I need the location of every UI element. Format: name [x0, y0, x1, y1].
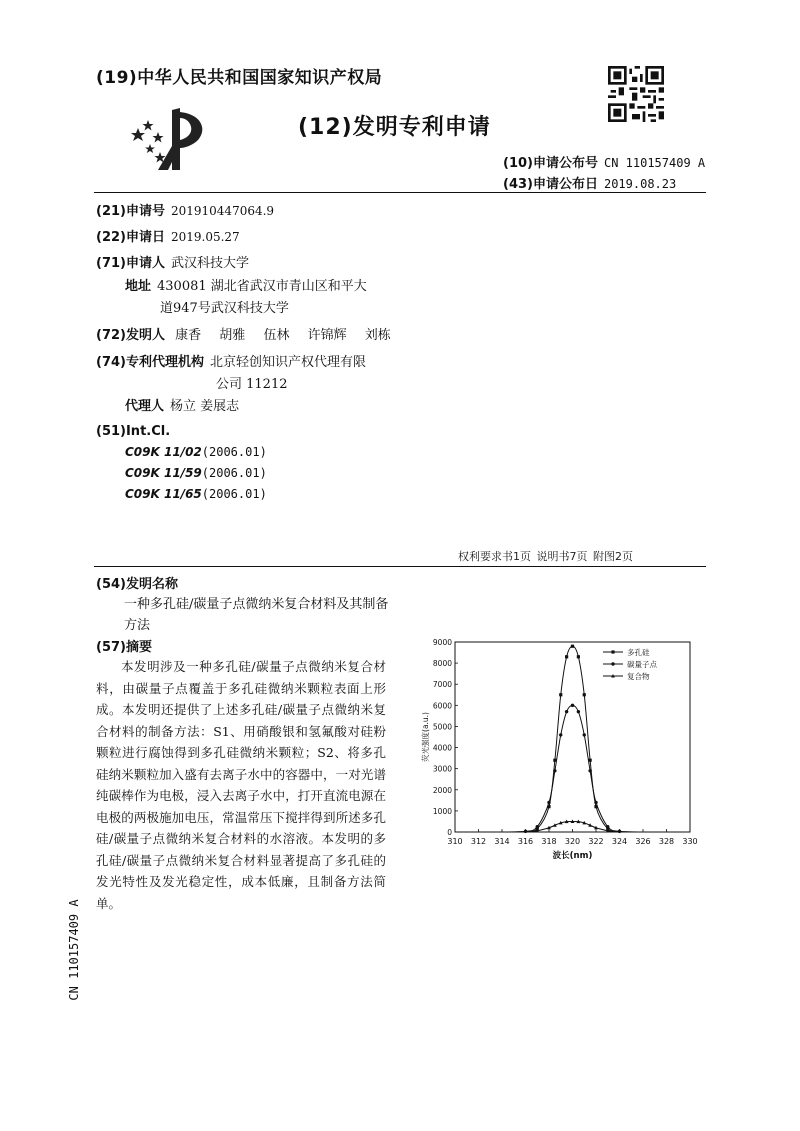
data-point: [583, 693, 586, 696]
side-publication-id: [64, 900, 84, 1010]
applicant-row: [96, 252, 249, 271]
x-tick-label: 312: [470, 837, 487, 846]
agent-value: 杨立 姜展志: [170, 399, 240, 414]
y-tick-label: 7000: [432, 680, 452, 690]
x-tick-label: 330: [682, 837, 698, 846]
x-tick-label: 326: [635, 837, 651, 846]
office-title: (19)中华人民共和国国家知识产权局: [96, 68, 383, 88]
x-tick-label: 320: [564, 837, 581, 846]
data-point: [577, 655, 580, 658]
application-date-label: (22)申请日: [96, 230, 165, 245]
x-tick-label: 310: [447, 837, 463, 846]
agent-label: 代理人: [125, 399, 165, 414]
address-label: 地址: [125, 279, 152, 294]
inventors-row: [96, 324, 391, 343]
ipc-code: C09K 11/59: [125, 466, 202, 480]
x-tick-label: 316: [517, 837, 534, 846]
agency-line-2: 公司 11212: [216, 377, 288, 392]
cnipa-logo: [128, 106, 214, 172]
publication-date-value: 2019.08.23: [603, 177, 677, 191]
inventor-name: 伍林: [263, 328, 290, 343]
agency-line-1: 北京轻创知识产权代理有限: [209, 355, 366, 370]
inventor-name: 许锦辉: [307, 328, 347, 343]
section-divider: [94, 566, 706, 567]
x-tick-label: 328: [658, 837, 675, 846]
invention-name-heading: [96, 573, 178, 592]
header-divider: [94, 192, 706, 193]
applicant-label: (71)申请人: [96, 256, 165, 271]
y-tick-label: 4000: [432, 743, 452, 753]
applicant-value: 武汉科技大学: [170, 256, 249, 271]
series-2: [455, 704, 690, 833]
data-point: [547, 801, 550, 804]
series-line: [455, 646, 690, 832]
application-date-value: 2019.05.27: [170, 230, 240, 244]
plot-frame: [455, 642, 690, 832]
data-point: [588, 769, 591, 772]
y-tick-label: 1000: [432, 806, 452, 816]
data-point: [565, 655, 568, 658]
x-tick-label: 318: [541, 837, 557, 846]
chart-series-group: [455, 645, 690, 833]
intcl-row: [96, 424, 170, 439]
address-line-2-row: [160, 297, 289, 316]
data-point: [559, 733, 562, 736]
address-line-1: 430081 湖北省武汉市青山区和平大: [157, 279, 367, 294]
publication-number-label: (10)申请公布号: [503, 156, 598, 171]
ipc-version: (2006.01): [201, 487, 267, 501]
ipc-version: (2006.01): [201, 466, 267, 480]
y-tick-label: 2000: [432, 785, 452, 795]
invention-title: 一种多孔硅/碳量子点微纳米复合材料及其制备方法: [124, 597, 389, 633]
ipc-version: (2006.01): [201, 445, 267, 459]
inventor-name: 刘栋: [364, 328, 391, 343]
abstract-heading: [96, 636, 152, 655]
data-point: [536, 825, 539, 828]
abstract-text: 本发明涉及一种多孔硅/碳量子点微纳米复合材料，由碳量子点覆盖于多孔硅微纳米颗粒表面上形成。本发明还提供了上述多孔硅/碳量子点微纳米复合材料的制备方法：S1、用硝酸银和氢氟酸对硅粉颗粒进行腐蚀得到多孔硅微纳米颗粒；S2、将多孔硅纳米颗粒加入盛有去离子水中的容器中，一对光谱纯碳棒作为电极，浸入去离子水中，打开直流电源在电极的两极施加电压，常温常压下搅拌得到所述多孔硅/碳量子点微纳米复合材料的水溶液。本发明的多孔硅/碳量子点微纳米复合材料显著提高了多孔硅的发光特性及发光稳定性，成本低廉，且制备方法简单。: [96, 659, 386, 911]
qr-code: [608, 66, 664, 122]
agency-line-2-row: [216, 373, 288, 392]
document-type-heading: (12)发明专利申请: [298, 115, 491, 140]
agency-row: [96, 351, 366, 370]
agent-row: [125, 395, 239, 414]
publication-number-row: [503, 152, 705, 171]
inventor-name: 胡雅: [219, 328, 246, 343]
x-tick-label: 322: [588, 837, 604, 846]
application-date-row: [96, 226, 240, 245]
legend-label: 复合物: [627, 672, 650, 681]
chart-legend: [603, 647, 657, 681]
agency-label: (74)专利代理机构: [96, 355, 204, 370]
abstract-label: (57)摘要: [96, 640, 152, 655]
y-tick-label: 5000: [432, 722, 452, 732]
legend-label: 碳量子点: [627, 660, 657, 669]
ipc-entry: [125, 466, 267, 480]
ipc-code: C09K 11/65: [125, 487, 202, 501]
invention-name-label: (54)发明名称: [96, 577, 178, 592]
series-1: [455, 645, 690, 832]
x-tick-label: 314: [494, 837, 510, 846]
data-point: [565, 710, 568, 713]
y-tick-label: 9000: [432, 638, 452, 647]
data-point: [559, 693, 562, 696]
ipc-entry: [125, 487, 267, 501]
address-row: [125, 275, 367, 294]
data-point: [606, 825, 609, 828]
page-count-line: 权利要求书1页 说明书7页 附图2页: [458, 550, 633, 563]
y-tick-label: 3000: [432, 764, 452, 774]
application-number-value: 201910447064.9: [170, 204, 275, 218]
inventors-label: (72)发明人: [96, 328, 165, 343]
x-axis-label: 波长(nm): [552, 851, 593, 861]
publication-number-value: CN 110157409 A: [603, 156, 706, 170]
data-point: [611, 650, 614, 653]
ipc-code: C09K 11/02: [125, 445, 202, 459]
publication-date-row: [503, 173, 676, 192]
data-point: [583, 733, 586, 736]
data-point: [553, 769, 556, 772]
x-tick-label: 324: [611, 837, 628, 846]
application-number-row: [96, 200, 274, 219]
inventor-name: 康香: [175, 328, 202, 343]
application-number-label: (21)申请号: [96, 204, 165, 219]
chart-axes-group: [420, 638, 698, 861]
intcl-label: (51)Int.Cl.: [96, 424, 171, 439]
data-point: [571, 645, 574, 648]
y-axis-label: 荧光强度(a.u.): [421, 712, 430, 762]
data-point: [594, 801, 597, 804]
y-tick-label: 6000: [432, 701, 452, 711]
y-tick-label: 0: [447, 828, 452, 837]
publication-date-label: (43)申请公布日: [503, 177, 598, 192]
side-publication-id-text: CN 110157409 A: [67, 899, 81, 1001]
y-tick-label: 8000: [432, 659, 452, 669]
data-point: [571, 704, 574, 707]
address-line-2: 道947号武汉科技大学: [160, 301, 289, 316]
data-point: [577, 710, 580, 713]
legend-label: 多孔硅: [627, 648, 650, 657]
series-line: [455, 705, 690, 832]
ipc-entry: [125, 445, 267, 459]
data-point: [611, 662, 614, 665]
fluorescence-spectrum-chart: [418, 630, 708, 865]
